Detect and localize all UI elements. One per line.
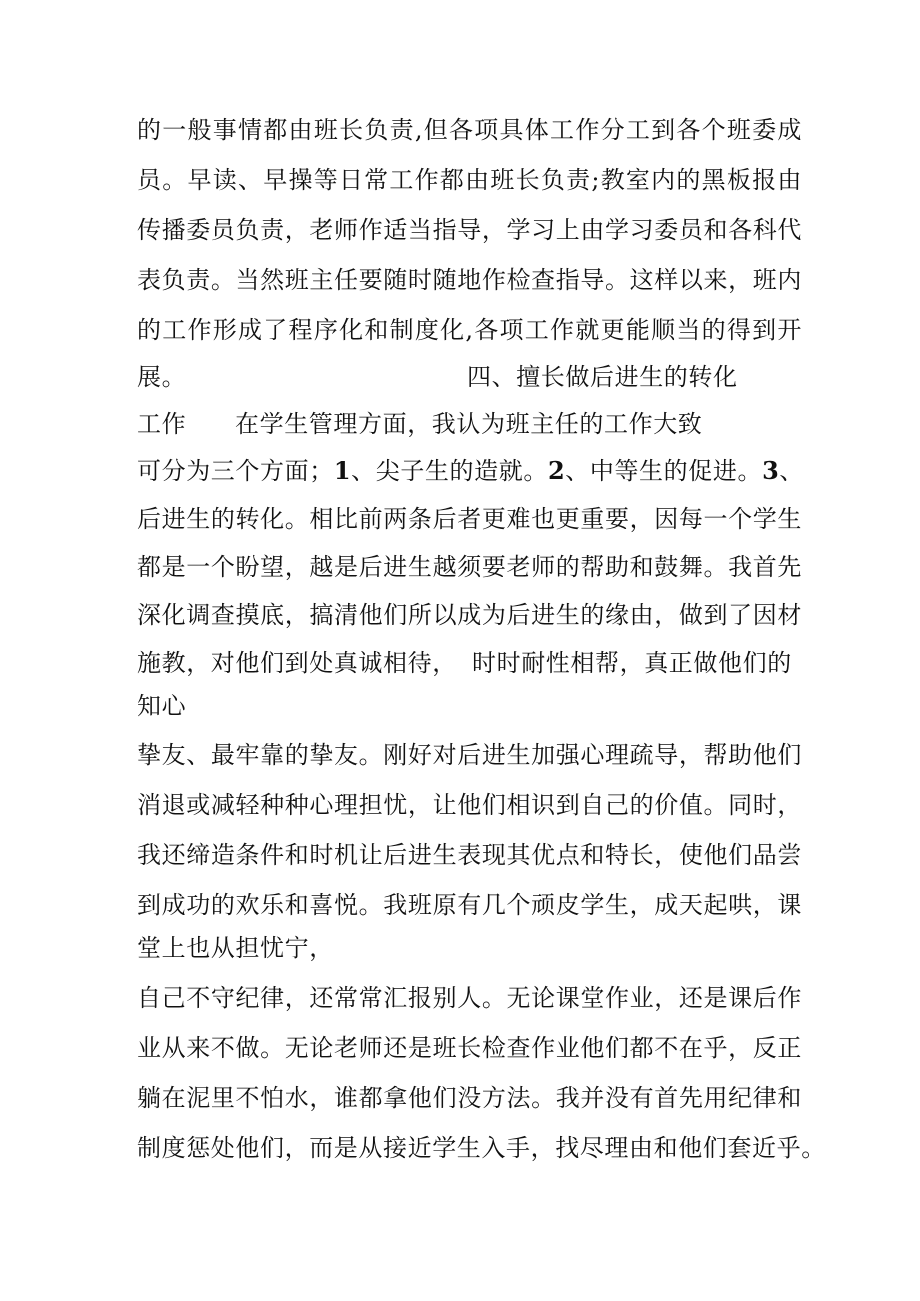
text-fragment: 在学生管理方面，我认为班主任的工作大致	[235, 410, 703, 438]
text-fragment: 施教，对他们到处真诚相待，	[137, 649, 457, 677]
text-line: 挚友、最牢靠的挚友。刚好对后进生加强心理疏导，帮助他们	[137, 741, 802, 769]
text-fragment: 展。	[137, 363, 187, 391]
text-fragment: 可分为三个方面；	[137, 457, 334, 485]
text-fragment: 、中等生的促进。	[565, 457, 763, 485]
text-line: 业从来不做。无论老师还是班长检查作业他们都不在乎，反正	[137, 1034, 802, 1062]
text-line: 制度惩处他们，而是从接近学生入手，找尽理由和他们套近乎。	[137, 1134, 826, 1162]
text-line: 传播委员负责，老师作适当指导，学习上由学习委员和各科代	[137, 216, 802, 244]
list-number: 1	[333, 456, 352, 485]
text-fragment: 时时耐性相帮，真正做他们的	[472, 649, 792, 677]
list-number: 3	[762, 456, 780, 485]
text-line: 的工作形成了程序化和制度化,各项工作就更能顺当的得到开	[137, 316, 802, 344]
list-number: 2	[547, 456, 566, 485]
text-line-numbered	[137, 455, 802, 487]
text-line: 自己不守纪律，还常常汇报别人。无论课堂作业，还是课后作	[137, 984, 802, 1012]
text-line: 的一般事情都由班长负责,但各项具体工作分工到各个班委成	[137, 116, 802, 144]
text-line: 到成功的欢乐和喜悦。我班原有几个顽皮学生，成天起哄，课	[137, 891, 802, 919]
text-line: 堂上也从担忧宁，	[137, 934, 334, 962]
section-heading: 四、擅长做后进生的转化	[467, 363, 738, 391]
text-line: 躺在泥里不怕水，谁都拿他们没方法。我并没有首先用纪律和	[137, 1084, 802, 1112]
text-line: 都是一个盼望，越是后进生越须要老师的帮助和鼓舞。我首先	[137, 553, 802, 581]
text-line: 员。早读、早操等日常工作都由班长负责;教室内的黑板报由	[137, 166, 802, 194]
text-line: 我还缔造条件和时机让后进生表现其优点和特长，使他们品尝	[137, 841, 802, 869]
text-line: 深化调查摸底，搞清他们所以成为后进生的缘由，做到了因材	[137, 601, 802, 629]
text-fragment: 、	[779, 457, 804, 485]
text-line: 知心	[137, 692, 187, 720]
text-fragment: 工作	[137, 410, 187, 438]
text-line: 表负责。当然班主任要随时随地作检查指导。这样以来，班内	[137, 266, 802, 294]
text-fragment: 、尖子生的造就。	[351, 457, 548, 485]
text-line: 后进生的转化。相比前两条后者更难也更重要，因每一个学生	[137, 505, 802, 533]
text-line: 消退或减轻种种心理担忧，让他们相识到自己的价值。同时，	[137, 791, 802, 819]
